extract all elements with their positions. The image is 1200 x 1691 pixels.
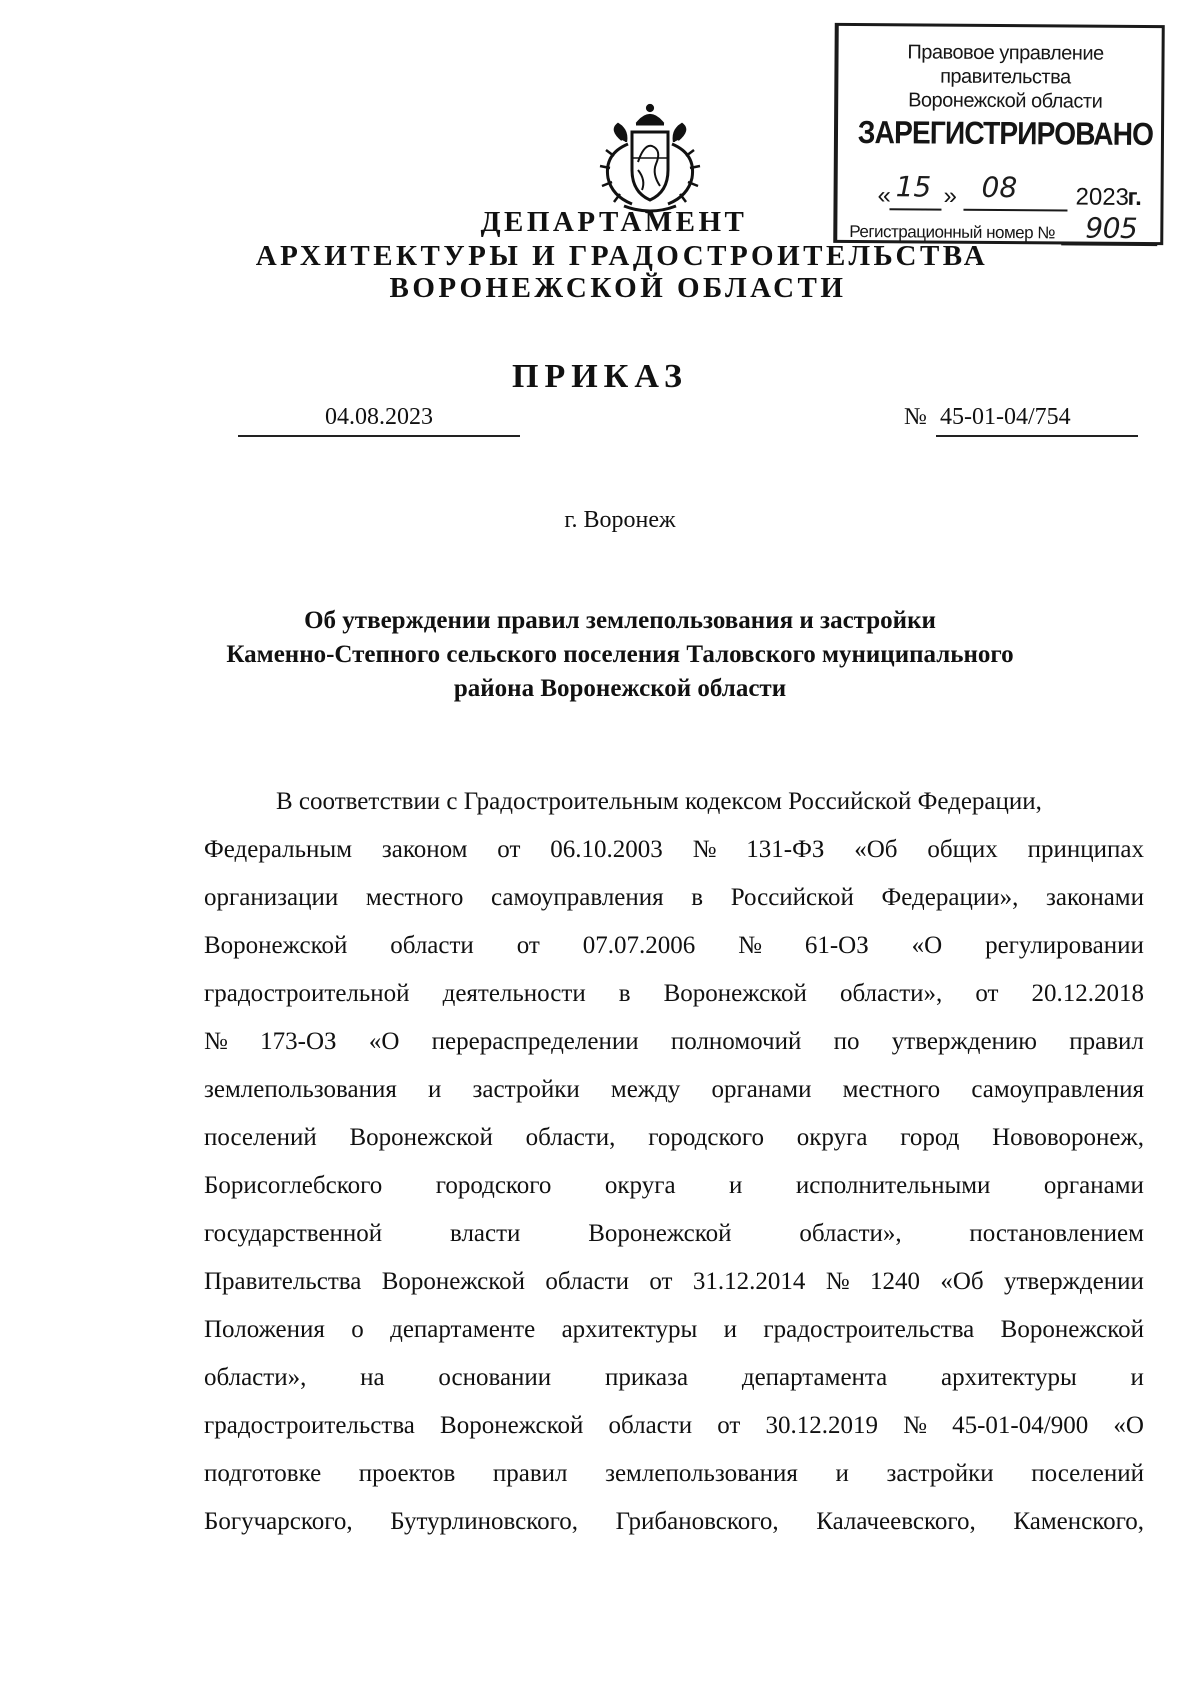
body-word: области»,: [839, 980, 943, 1007]
body-word: приказа: [604, 1364, 689, 1391]
body-line: [204, 1066, 1144, 1114]
stamp-organization: [850, 40, 1160, 114]
body-line: [204, 826, 1144, 874]
stamp-date-month: 08: [981, 170, 1018, 205]
body-word: и: [428, 1076, 442, 1103]
body-word: город: [900, 1124, 960, 1151]
body-word: от: [717, 1412, 741, 1439]
body-word: архитектуры: [561, 1316, 698, 1343]
body-word: в: [691, 884, 704, 911]
body-word: самоуправления: [971, 1076, 1144, 1103]
stamp-date-day: 15: [895, 170, 932, 204]
body-word: от: [649, 1268, 673, 1295]
stamp-reg-number-value: 905: [1085, 211, 1138, 245]
body-word: В соответствии с Градостроительным кодексом Российской Федерации,: [276, 788, 1042, 815]
body-word: Федеральным: [204, 836, 353, 863]
body-line: [204, 1114, 1144, 1162]
body-word: №: [825, 1268, 850, 1295]
body-word: «Об: [940, 1268, 984, 1295]
coat-of-arms-emblem: [594, 100, 706, 216]
body-word: Воронежской: [663, 980, 807, 1007]
body-word: от: [497, 836, 521, 863]
body-word: землепользования: [204, 1076, 397, 1103]
body-word: и: [1130, 1364, 1144, 1391]
body-word: о: [351, 1316, 364, 1343]
body-word: округа: [796, 1124, 868, 1151]
body-word: государственной: [204, 1220, 383, 1247]
body-word: Каменского,: [1013, 1508, 1144, 1535]
body-word: по: [833, 1028, 860, 1055]
body-word: «Об: [854, 836, 898, 863]
subject-line-1: Об утверждении правил землепользования и застройки: [304, 607, 936, 634]
body-line: [204, 1018, 1144, 1066]
body-word: Положения: [204, 1316, 325, 1343]
body-word: округа: [604, 1172, 676, 1199]
body-word: Богучарского,: [204, 1508, 353, 1535]
body-word: законом: [381, 836, 468, 863]
body-line: [204, 970, 1144, 1018]
body-word: 45-01-04/900: [952, 1412, 1089, 1439]
body-word: деятельности: [442, 980, 586, 1007]
body-word: органами: [1043, 1172, 1144, 1199]
body-word: Воронежской: [381, 1268, 526, 1295]
body-word: 1240: [869, 1268, 920, 1295]
stamp-registered-label: ЗАРЕГИСТРИРОВАНО: [857, 114, 1154, 153]
body-word: основании: [438, 1364, 552, 1391]
body-word: регулировании: [985, 932, 1144, 959]
body-word: 31.12.2014: [692, 1268, 806, 1295]
body-word: Бутурлиновского,: [390, 1508, 579, 1535]
body-line: [204, 1498, 1144, 1546]
body-word: 61-ОЗ: [804, 932, 869, 959]
body-word: местного: [365, 884, 464, 911]
body-word: «О: [911, 932, 943, 959]
body-word: городского: [648, 1124, 764, 1151]
body-line: [204, 1258, 1144, 1306]
dept-title-line-1: ДЕПАРТАМЕНТ: [480, 206, 748, 238]
body-word: и: [723, 1316, 738, 1343]
body-word: Нововоронеж,: [992, 1124, 1144, 1151]
order-body-text: [204, 778, 1144, 1546]
body-word: архитектуры: [941, 1364, 1077, 1391]
body-word: застройки: [472, 1076, 580, 1103]
body-word: утверждении: [1003, 1268, 1144, 1295]
subject-line-3: района Воронежской области: [453, 675, 787, 702]
body-word: №: [738, 932, 762, 959]
body-word: от: [516, 932, 540, 959]
body-word: 07.07.2006: [582, 932, 696, 959]
body-word: департамента: [741, 1364, 888, 1391]
body-word: постановлением: [969, 1220, 1144, 1247]
body-word: и: [729, 1172, 743, 1199]
body-word: 173-ОЗ: [260, 1028, 337, 1055]
body-line: [204, 874, 1144, 922]
body-word: «О: [368, 1028, 400, 1055]
body-word: градостроительства: [763, 1316, 975, 1343]
body-word: общих: [927, 836, 998, 863]
body-word: Правительства: [204, 1268, 362, 1295]
body-word: на: [360, 1364, 385, 1391]
body-word: перераспределении: [431, 1028, 639, 1055]
body-word: исполнительными: [795, 1172, 991, 1199]
body-word: «О: [1113, 1412, 1144, 1439]
body-word: области: [390, 932, 474, 959]
order-number: 45-01-04/754: [936, 404, 1138, 437]
stamp-reg-number-label: Регистрационный номер №: [849, 221, 1056, 243]
body-word: утверждению: [891, 1028, 1037, 1055]
body-word: правил: [1069, 1028, 1144, 1055]
body-word: в: [618, 980, 631, 1007]
body-word: №: [692, 836, 717, 863]
body-word: и: [835, 1460, 849, 1487]
body-word: Грибановского,: [615, 1508, 779, 1535]
body-word: организации: [204, 884, 339, 911]
body-word: Борисоглебского: [204, 1172, 383, 1199]
body-word: области: [608, 1412, 693, 1439]
body-word: землепользования: [605, 1460, 798, 1487]
body-word: правил: [492, 1460, 568, 1487]
body-word: градостроительства: [204, 1412, 415, 1439]
body-line: [204, 1450, 1144, 1498]
body-word: Российской: [730, 884, 854, 911]
body-word: Воронежской: [204, 932, 348, 959]
body-word: местного: [842, 1076, 941, 1103]
dept-title-line-3: ВОРОНЕЖСКОЙ ОБЛАСТИ: [389, 272, 847, 304]
body-word: между: [610, 1076, 681, 1103]
body-word: 06.10.2003: [550, 836, 663, 863]
stamp-date-year-suffix: г.: [1127, 183, 1142, 211]
body-line: [204, 1354, 1144, 1402]
body-word: 30.12.2019: [765, 1412, 878, 1439]
body-word: Федерации»,: [881, 884, 1019, 911]
body-word: органами: [711, 1076, 812, 1103]
body-line: [204, 1306, 1144, 1354]
body-word: департаменте: [390, 1316, 536, 1343]
body-word: полномочий: [670, 1028, 802, 1055]
body-word: области,: [525, 1124, 616, 1151]
body-word: от: [975, 980, 999, 1007]
body-line: [204, 778, 1144, 826]
stamp-org-line-1: Правовое управление правительства: [907, 41, 1104, 89]
body-word: поселений: [1031, 1460, 1144, 1487]
body-word: законами: [1045, 884, 1144, 911]
body-word: области»,: [204, 1364, 307, 1391]
order-subject: [170, 604, 1070, 706]
body-word: 20.12.2018: [1031, 980, 1144, 1007]
body-word: власти: [449, 1220, 521, 1247]
order-date: 04.08.2023: [238, 404, 520, 437]
body-word: Воронежской: [440, 1412, 584, 1439]
order-title: ПРИКАЗ: [512, 358, 688, 395]
body-line: [204, 1402, 1144, 1450]
subject-line-2: Каменно-Степного сельского поселения Таловского муниципального: [226, 641, 1014, 668]
body-word: принципах: [1027, 836, 1144, 863]
stamp-date-quote-close: »: [943, 182, 958, 210]
body-word: поселений: [204, 1124, 317, 1151]
body-word: городского: [435, 1172, 552, 1199]
body-word: области: [545, 1268, 629, 1295]
body-word: проектов: [358, 1460, 456, 1487]
body-word: подготовке: [204, 1460, 322, 1487]
body-word: Калачеевского,: [816, 1508, 976, 1535]
body-word: 131-ФЗ: [746, 836, 825, 863]
body-word: Воронежской: [588, 1220, 732, 1247]
stamp-date-year: 2023: [1075, 183, 1130, 211]
stamp-date-quote-open: «: [877, 182, 892, 210]
stamp-org-line-2: Воронежской области: [908, 89, 1103, 113]
body-line: [204, 1162, 1144, 1210]
order-number-sign: №: [904, 404, 927, 430]
body-word: Воронежской: [349, 1124, 493, 1151]
dept-title-line-2: АРХИТЕКТУРЫ И ГРАДОСТРОИТЕЛЬСТВА: [255, 240, 989, 272]
body-word: №: [903, 1412, 927, 1439]
body-line: [204, 1210, 1144, 1258]
body-word: области»,: [799, 1220, 902, 1247]
body-word: Воронежской: [1000, 1316, 1144, 1343]
order-city: г. Воронеж: [564, 507, 676, 533]
body-word: градостроительной: [204, 980, 410, 1007]
body-line: [204, 922, 1144, 970]
body-word: №: [204, 1028, 228, 1055]
body-word: самоуправления: [491, 884, 664, 911]
body-word: застройки: [886, 1460, 994, 1487]
